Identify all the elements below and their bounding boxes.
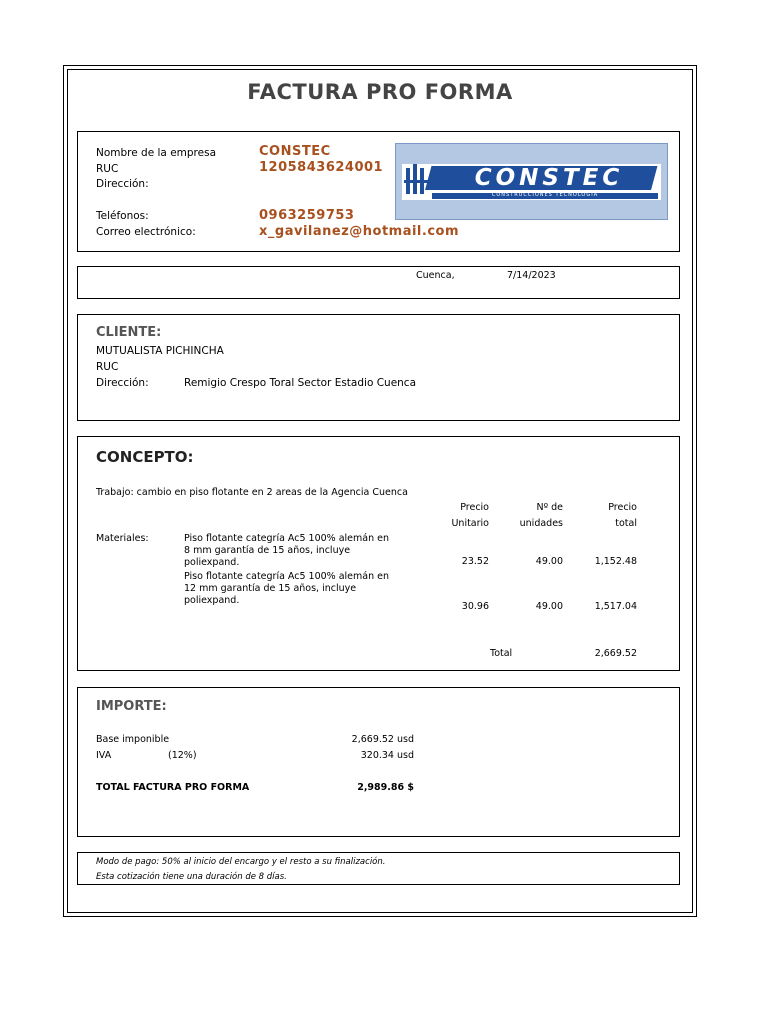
materials-label: Materiales:	[96, 533, 149, 544]
col-units-header-2: unidades	[519, 518, 563, 529]
client-name: MUTUALISTA PICHINCHA	[96, 345, 224, 357]
amount-heading: IMPORTE:	[96, 699, 167, 714]
item-description-line: Piso flotante categría Ac5 100% alemán en	[184, 533, 390, 544]
company-name: CONSTEC	[259, 144, 331, 159]
col-unit-price-header-2: Unitario	[451, 518, 489, 529]
col-total-header-2: total	[615, 518, 637, 529]
item-description-line: Piso flotante categría Ac5 100% alemán en	[184, 571, 390, 582]
client-heading: CLIENTE:	[96, 325, 162, 340]
item-unit-price: 30.96	[461, 601, 489, 612]
amount-box	[77, 687, 680, 837]
company-name-label: Nombre de la empresa	[96, 147, 217, 159]
item-units: 49.00	[535, 601, 563, 612]
company-logo	[395, 143, 668, 220]
client-address: Remigio Crespo Toral Sector Estadio Cuenca	[184, 377, 417, 389]
iva-rate: (12%)	[168, 750, 197, 761]
client-address-label: Dirección:	[96, 377, 149, 389]
company-phone: 0963259753	[259, 208, 355, 223]
concept-total-value: 2,669.52	[594, 648, 637, 659]
base-value: 2,669.52 usd	[351, 734, 414, 745]
date-city: Cuenca,	[416, 270, 455, 281]
item-description-line: poliexpand.	[184, 595, 240, 606]
concept-box	[77, 436, 680, 671]
company-ruc: 1205843624001	[259, 160, 384, 175]
company-phone-label: Teléfonos:	[96, 210, 149, 222]
grand-total-value: 2,989.86 $	[357, 782, 414, 793]
item-units: 49.00	[535, 556, 563, 567]
logo-subtitle: CONSTRUCCIONES TECNOLOGÍA	[491, 192, 599, 198]
col-total-header-1: Precio	[608, 502, 637, 513]
company-ruc-label: RUC	[96, 163, 119, 175]
date-value: 7/14/2023	[507, 270, 556, 281]
col-unit-price-header-1: Precio	[460, 502, 489, 513]
company-address-label: Dirección:	[96, 178, 149, 190]
concept-work: Trabajo: cambio en piso flotante en 2 areas de la Agencia Cuenca	[96, 487, 408, 498]
logo-banner	[402, 164, 661, 200]
item-unit-price: 23.52	[461, 556, 489, 567]
date-box	[77, 266, 680, 299]
item-description-line: 12 mm garantía de 15 años, incluye	[184, 583, 357, 594]
company-email: x_gavilanez@hotmail.com	[259, 224, 460, 239]
iva-label: IVA	[96, 750, 112, 761]
base-label: Base imponible	[96, 734, 170, 745]
notes-line: Modo de pago: 50% al inicio del encargo y el resto a su finalización.	[96, 857, 386, 867]
item-total: 1,152.48	[594, 556, 637, 567]
item-description-line: poliexpand.	[184, 557, 240, 568]
page-title: FACTURA PRO FORMA	[247, 80, 513, 104]
concept-heading: CONCEPTO:	[96, 448, 194, 466]
client-box	[77, 314, 680, 421]
client-ruc-label: RUC	[96, 361, 119, 373]
item-description-line: 8 mm garantía de 15 años, incluye	[184, 545, 351, 556]
grand-total-label: TOTAL FACTURA PRO FORMA	[96, 782, 250, 793]
logo-text: CONSTEC	[474, 165, 624, 191]
item-total: 1,517.04	[594, 601, 637, 612]
notes-line: Esta cotización tiene una duración de 8 días.	[96, 872, 287, 882]
company-email-label: Correo electrónico:	[96, 226, 196, 238]
iva-value: 320.34 usd	[360, 750, 414, 761]
concept-total-label: Total	[490, 648, 513, 659]
col-units-header-1: Nº de	[536, 502, 563, 513]
